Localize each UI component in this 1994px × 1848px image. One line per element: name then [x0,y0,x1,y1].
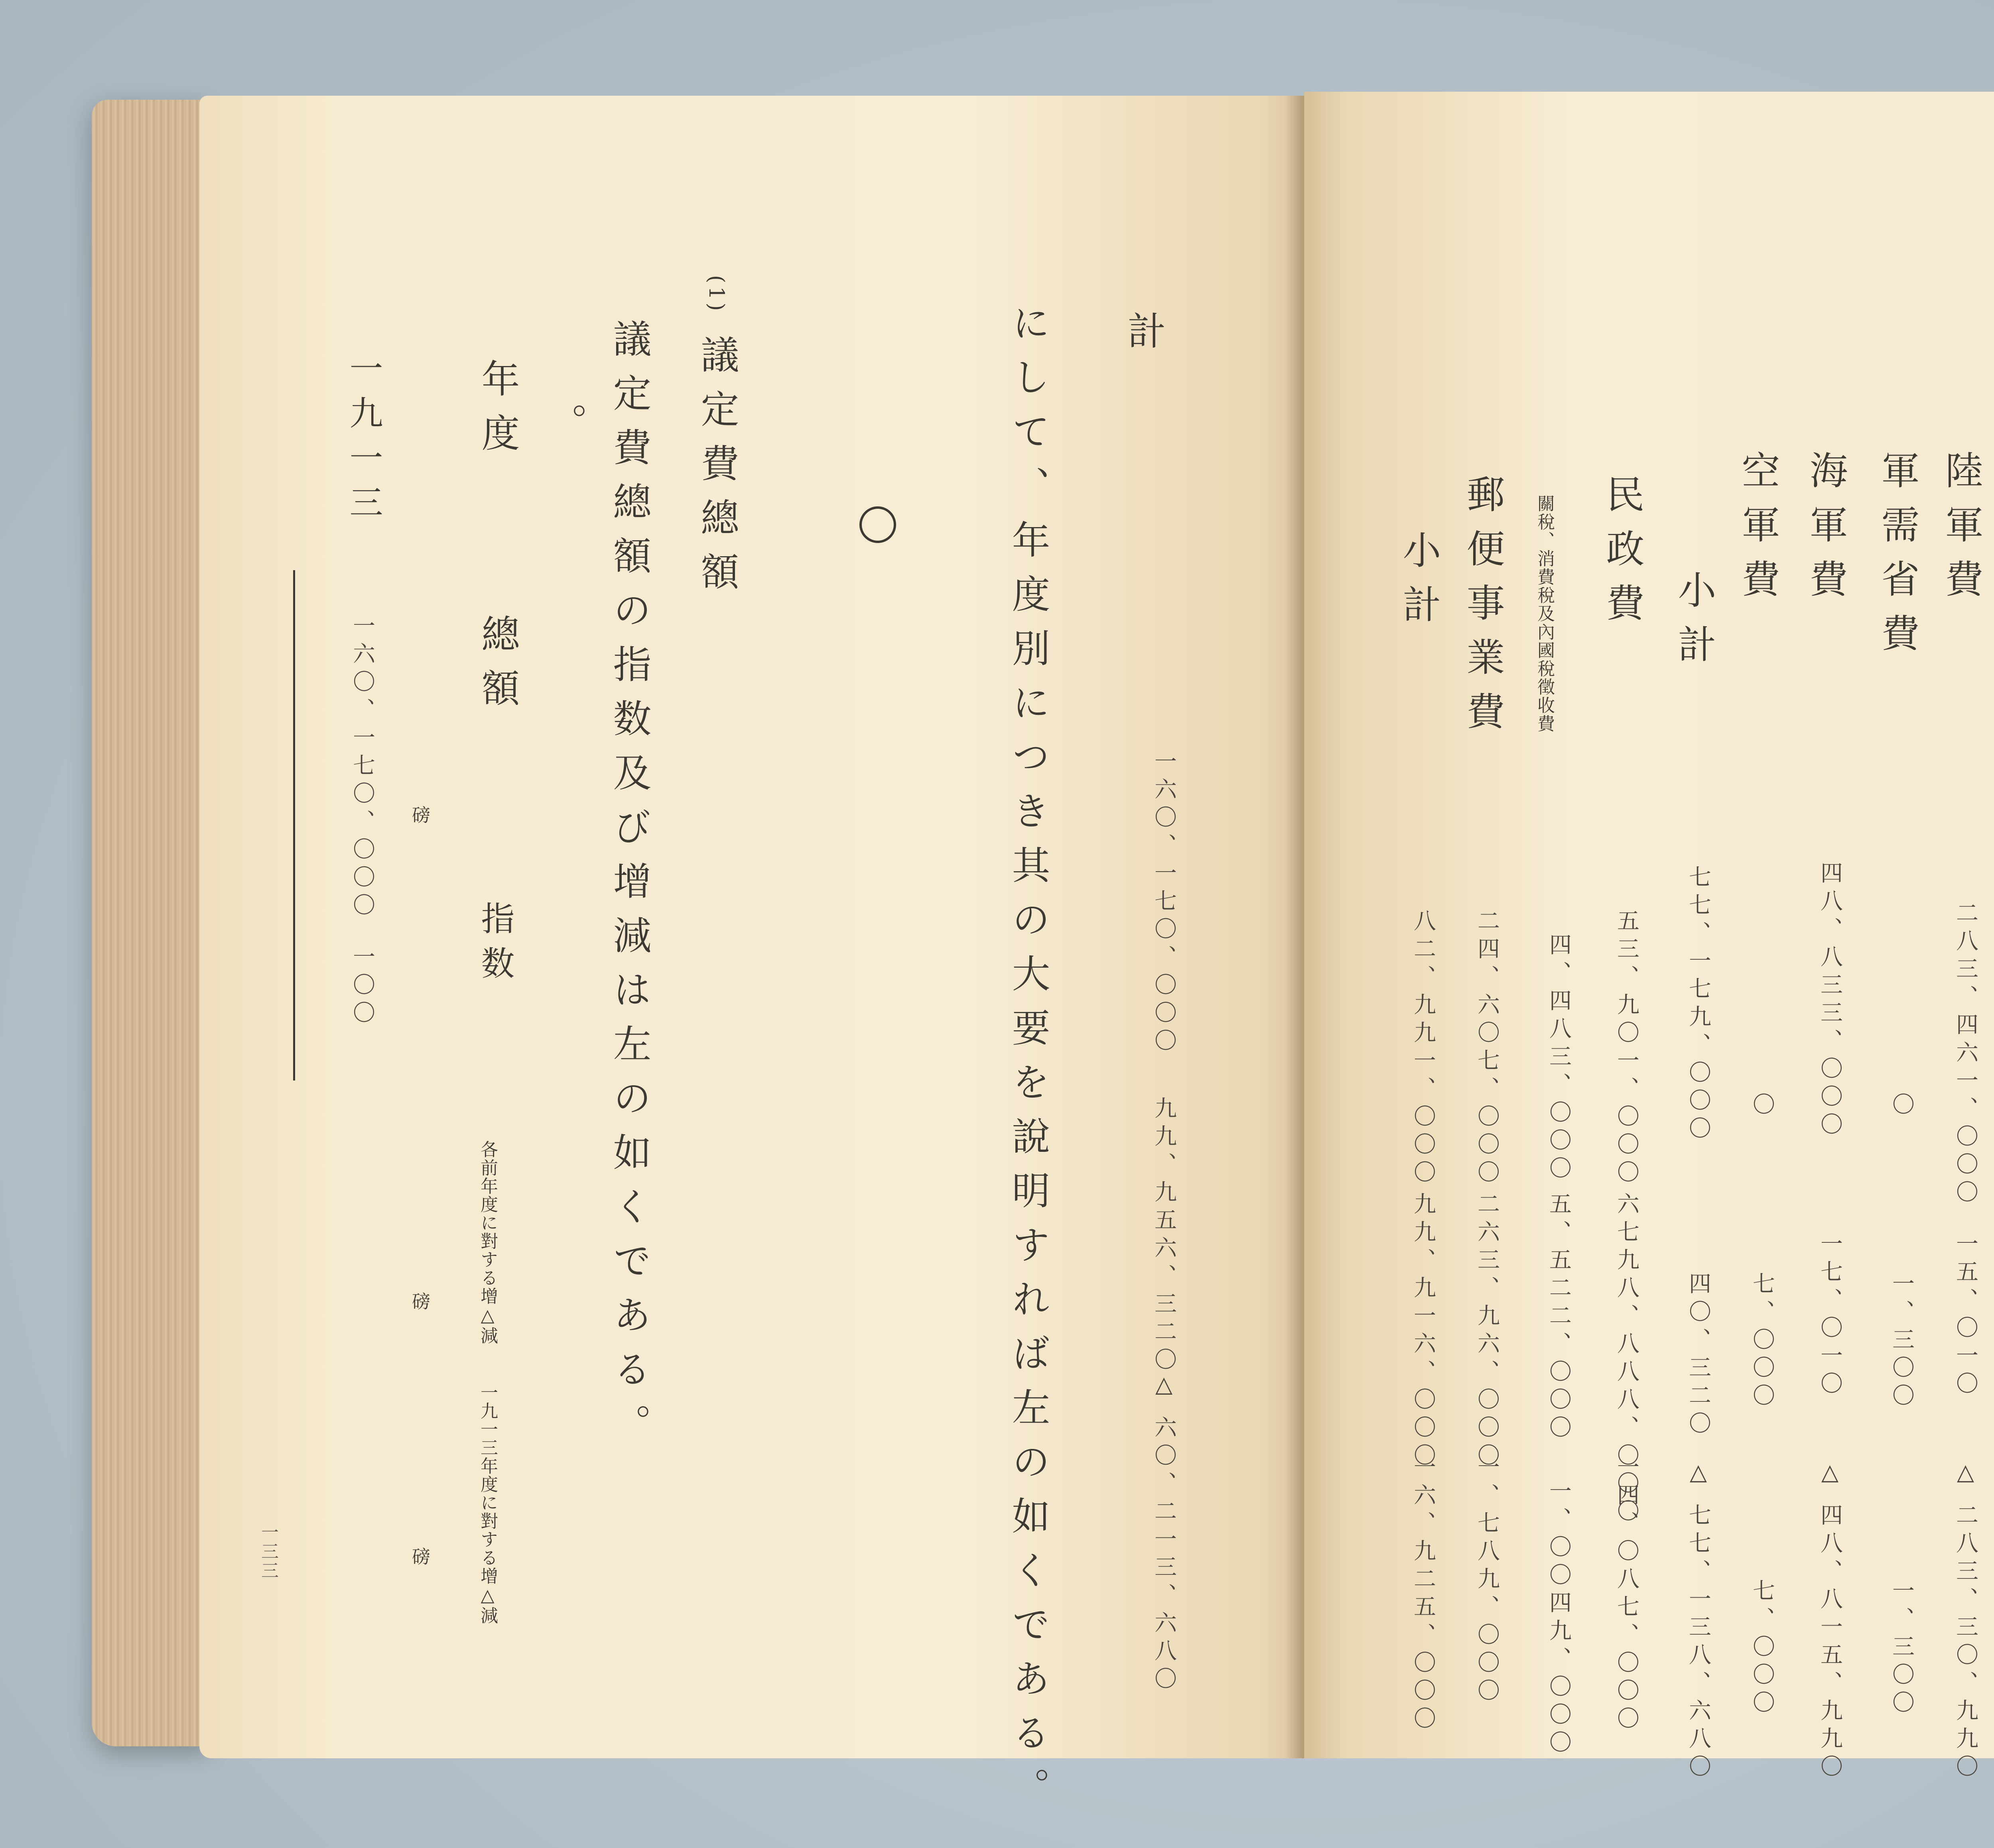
row-1913-air: 〇 [1749,1092,1775,1120]
row-label-navy: 海軍費 [1803,451,1848,613]
prev-section-text: にして、年度別につき其の大要を說明すれば左の如くである。 [1006,303,1050,1821]
row-1918-civil: 六七九八、八八八、〇〇〇 [1614,1192,1639,1527]
row-total: 一六〇、一七〇、〇〇〇 [349,614,375,921]
prev-total-diff: △ 六〇、二一三、六八〇 [1151,1372,1177,1695]
row-diff-subtotal-civil: 一六、九二五、〇〇〇 [1410,1455,1436,1734]
row-label-army: 陸軍費 [1939,451,1984,613]
row-1913-subtotal-civil: 八二、九九一、〇〇〇 [1410,909,1436,1188]
row-1913-munitions: 〇 [1889,1092,1915,1120]
unit-prev: 磅 [409,1292,431,1310]
header-year: 年度 [475,359,520,467]
intro-line: 議定費總額の指数及び增減は左の如くである。 [607,319,652,1458]
row-label-munitions: 軍需省費 [1875,451,1920,667]
row-1913-subtotal-military: 七七、一七九、〇〇〇 [1685,865,1711,1144]
row-1913-civil: 五三、九〇一、〇〇〇 [1614,909,1639,1188]
book-page-edge-left [92,100,211,1746]
header-prev-change: 各前年度に對する增△減 [477,1140,498,1345]
row-label-air: 空軍費 [1736,451,1780,613]
row-1913-customs: 四、四八三、〇〇〇 [1546,933,1572,1184]
section-number: (1) [704,275,728,314]
row-diff-postal: 一、七八九、〇〇〇 [1474,1455,1500,1706]
unit-total: 磅 [409,805,431,824]
circle-mark [859,506,896,543]
row-index: 一〇〇 [349,945,375,1029]
row-label-civil: 民政費 [1600,474,1645,637]
row-1918-customs: 五、五二二、〇〇〇 [1546,1192,1572,1443]
row-1918-postal: 二六三、九六、〇〇〇 [1474,1192,1500,1471]
prev-total-1918: 九九、九五六、三二〇 [1151,1096,1177,1376]
row-1913-navy: 四八、八三三、〇〇〇 [1817,861,1843,1140]
row-1918-air: 七、〇〇〇 [1749,1272,1775,1411]
right-page [1304,92,1994,1783]
bullet: 。 [543,403,588,457]
prev-total-1913: 一六〇、一七〇、〇〇〇 [1151,750,1177,1057]
row-1918-munitions: 一、三〇〇 [1889,1272,1915,1411]
header-base-change: 一九一三年度に對する增△減 [477,1384,498,1625]
unit-base: 磅 [409,1547,431,1565]
row-label-subtotal-military: 小計 [1672,570,1716,679]
row-1918-subtotal-civil: 九九、九一六、〇〇〇 [1410,1192,1436,1471]
row-label-customs: 關稅、消費稅及內國稅徵收費 [1534,494,1555,733]
row-diff-customs: 一、〇〇四九、〇〇〇 [1546,1479,1572,1758]
row-diff-subtotal-military: △ 七七、一三八、六八〇 [1685,1459,1711,1783]
row-1918-navy: 一七、〇一〇 [1817,1232,1843,1399]
row-diff-civil: 一四、〇八七、〇〇〇 [1614,1455,1639,1734]
left-page [199,96,1304,1821]
row-diff-army: △ 二八三、三〇、九九〇 [1953,1459,1978,1783]
row-1918-subtotal-military: 四〇、三二〇 [1685,1272,1711,1439]
prev-total-label: 計 [1121,311,1166,365]
row-label-postal: 郵便事業費 [1460,474,1505,746]
row-1913-army: 二八三、四六一、〇〇〇 [1953,901,1978,1208]
table-end-rule [293,570,295,1080]
header-total: 總額 [475,614,520,722]
row-label-subtotal-civil: 小計 [1397,530,1441,639]
row-1913-postal: 二四、六〇七、〇〇〇 [1474,909,1500,1188]
row-diff-air: 七、〇〇〇 [1749,1579,1775,1718]
section-title: 議定費總額 [695,335,739,606]
folio-left: 一三三 [258,1523,278,1580]
row-diff-navy: △ 四八、八一五、九九〇 [1817,1459,1843,1783]
row-1918-army: 一五、〇一〇 [1953,1232,1978,1399]
row-year: 一九一三 [344,351,383,529]
header-index: 指数 [476,901,515,990]
row-diff-munitions: 一、三〇〇 [1889,1579,1915,1718]
